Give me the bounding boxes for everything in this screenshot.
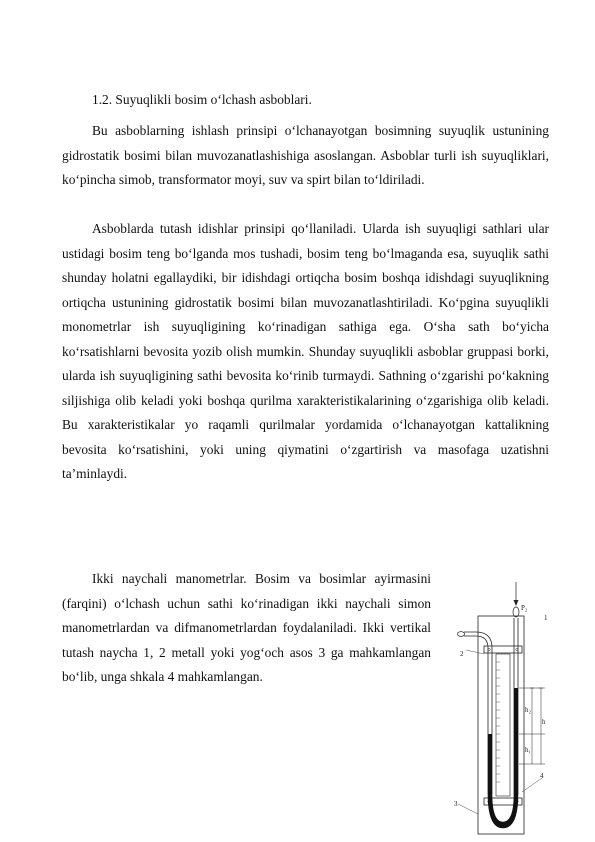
label-h: h <box>542 718 546 726</box>
paragraph-principle: Bu asboblarning ishlash prinsipi o‘lchanayotgan bosimning suyuqlik ustunining gidrostatik bosimi bilan muvozanatlashishiga asoslangan. Asboblar turli ish suyuqliklari, ko‘pincha simob, transformator moyi, suv va spirt bilan to‘ldiriladi. <box>62 123 549 187</box>
label-h1: h₁ <box>525 746 531 754</box>
manometer-diagram <box>448 578 558 838</box>
paragraph-two-tube-manometers: Ikki naychali manometrlar. Bosim va bosimlar ayirmasini (farqini) o‘lchash uchun sathi ko‘rinadigan ikki naychali simon manometrlardan va difmanometrlardan foydalaniladi. Ikki vertikal tutash naycha 1, 2 metall yoki yog‘och asos 3 ga mahkamlangan bo‘lib, unga shkala 4 mahkamlangan. <box>62 571 431 684</box>
section-heading: 1.2. Suyuqlikli bosim o‘lchash asboblari. <box>92 92 312 107</box>
liquid-left <box>488 734 492 794</box>
top-bracket <box>484 646 522 653</box>
scale-strip <box>496 654 510 796</box>
label-p2: P₂ <box>521 604 528 612</box>
label-base-3: 3 <box>454 800 458 808</box>
liquid-right <box>514 688 518 794</box>
label-h2: h₂ <box>525 706 531 714</box>
label-tube-1: 1 <box>544 614 548 622</box>
tube-2 <box>464 636 488 794</box>
dimension-lines <box>519 688 545 764</box>
label-tube-2: 2 <box>460 650 464 658</box>
label-scale-4: 4 <box>540 772 544 780</box>
scale-ticks <box>496 662 500 782</box>
paragraph-communicating-vessels: Asboblarda tutash idishlar prinsipi qo‘llaniladi. Ularda ish suyuqligi sathlari ular ustidagi bosim teng bo‘lganda mos tushadi, bosim teng bo‘lmaganda esa, suyuqlik sathi shunday holatni egallaydiki, bir idishdagi ortiqcha bosim boshqa idishdagi suyuqlikning ortiqcha ustunining gidrostatik bosimi bilan muvozanatlashtiriladi. Ko‘pgina suyuqlikli monometrlar ish suyuqligining ko‘rinadigan sathiga ega. O‘sha sath bo‘yicha ko‘rsatishlarni bevosita yozib olish mumkin. Shunday suyuqlikli asboblar gruppasi borki, ularda ish suyuqligining sathi bevosita ko‘rinib turmaydi. Sathning o‘zgarishi po‘kakning siljishiga olib keladi yoki boshqa qurilma xarakteristikalarining o‘zgarishiga olib keladi. Bu xarakteristikalar yo raqamli qurilmalar yordamida o‘lchanayotgan kattalikning bevosita ko‘rsatishini, yoki uning qiymatini o‘zgartirish va masofaga uzatishni ta’minlaydi. <box>62 221 549 481</box>
